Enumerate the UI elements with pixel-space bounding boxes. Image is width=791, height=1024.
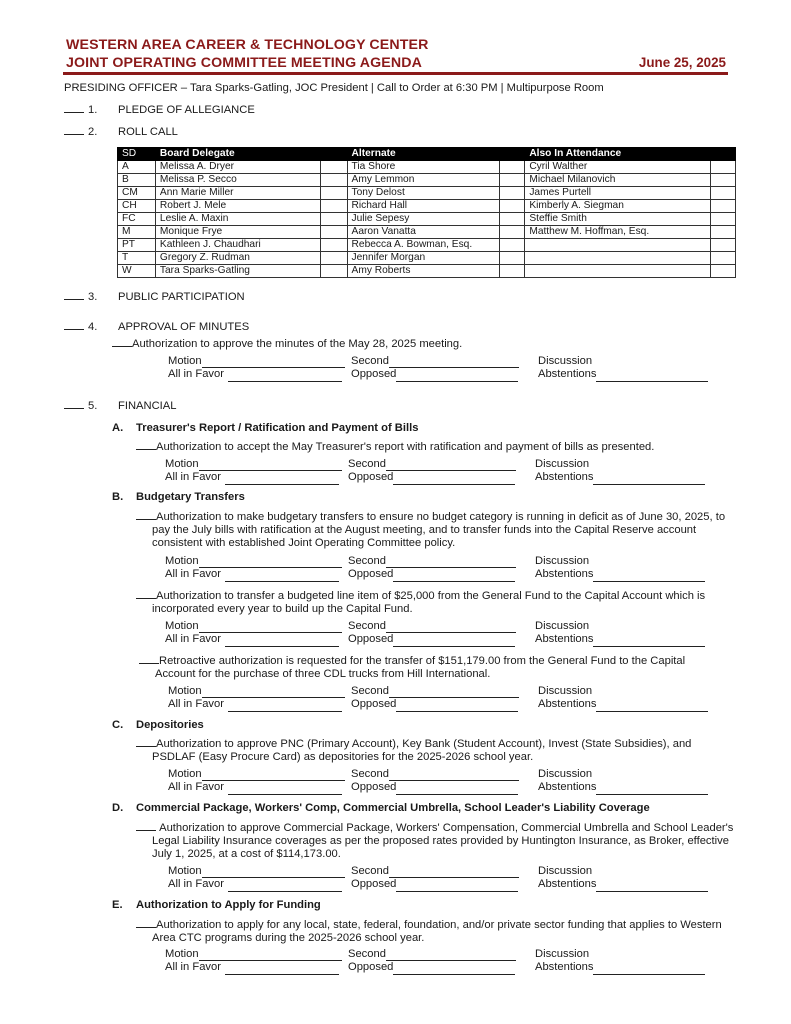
alternate-name: Rebecca A. Bowman, Esq.	[347, 239, 500, 252]
delegate-present-check[interactable]	[320, 239, 347, 252]
section-title: Budgetary Transfers	[136, 491, 245, 503]
alternate-present-check[interactable]	[500, 174, 525, 187]
header-sd: SD	[118, 148, 156, 161]
sd-cell: FC	[118, 213, 156, 226]
document-title: JOINT OPERATING COMMITTEE MEETING AGENDA	[66, 55, 422, 70]
second-label: Second	[348, 620, 386, 632]
motion-minutes	[112, 337, 732, 351]
motion-entry-line[interactable]	[202, 770, 345, 781]
checkoff-blank[interactable]	[64, 125, 84, 135]
second-label: Second	[351, 865, 389, 877]
opposed-label: Opposed	[351, 698, 397, 711]
checkoff-blank[interactable]	[64, 103, 84, 113]
motion-b2	[136, 589, 736, 616]
header-check	[320, 148, 347, 161]
alternate-present-check[interactable]	[500, 226, 525, 239]
all-in-favor-entry-line[interactable]	[225, 474, 339, 485]
item-title: PLEDGE OF ALLEGIANCE	[118, 104, 255, 116]
section-e-heading	[112, 899, 321, 911]
second-label: Second	[351, 355, 389, 367]
all-in-favor-label: All in Favor	[168, 698, 224, 711]
second-entry-line[interactable]	[389, 357, 519, 368]
sd-cell: A	[118, 161, 156, 174]
header-also-in-attendance: Also In Attendance	[525, 148, 711, 161]
item-number: 2.	[88, 126, 98, 138]
roll-call-row	[118, 161, 736, 174]
item-number: 5.	[88, 400, 98, 412]
abstentions-label: Abstentions	[535, 568, 594, 581]
attendee-present-check[interactable]	[711, 200, 736, 213]
abstentions-label: Abstentions	[538, 698, 597, 711]
alternate-name: Julie Sepesy	[347, 213, 500, 226]
attendee-name: Steffie Smith	[525, 213, 711, 226]
abstentions-entry-line[interactable]	[593, 636, 705, 647]
opposed-label: Opposed	[348, 471, 394, 484]
second-entry-line[interactable]	[386, 950, 516, 961]
roll-call-row	[118, 213, 736, 226]
motion-text: Authorization to transfer a budgeted line item of $25,000 from the General Fund to the Capital Account which is incorporated every year to build up the Capital Fund.	[152, 590, 706, 615]
header-divider	[63, 72, 728, 75]
alternate-name: Richard Hall	[347, 200, 500, 213]
vote-block	[168, 768, 718, 795]
attendee-present-check[interactable]	[711, 161, 736, 174]
vote-block	[168, 355, 718, 382]
motion-text: Authorization to approve PNC (Primary Account), Key Bank (Student Account), Invest (State Subsidies), and PSDLAF (Easy Procure Card) as depositories for the 2025-2026 school year.	[152, 738, 692, 763]
org-name: WESTERN AREA CAREER & TECHNOLOGY CENTER	[66, 37, 429, 52]
vote-block	[165, 620, 715, 647]
discussion-label: Discussion	[535, 458, 590, 470]
roll-call-row	[118, 252, 736, 265]
delegate-name: Kathleen J. Chaudhari	[155, 239, 320, 252]
all-in-favor-entry-line[interactable]	[228, 881, 342, 892]
motion-b1	[136, 510, 732, 550]
motion-entry-line[interactable]	[199, 460, 342, 471]
alternate-present-check[interactable]	[500, 265, 525, 278]
item-title: FINANCIAL	[118, 400, 177, 412]
delegate-name: Monique Frye	[155, 226, 320, 239]
delegate-present-check[interactable]	[320, 226, 347, 239]
all-in-favor-label: All in Favor	[165, 471, 221, 484]
all-in-favor-label: All in Favor	[165, 568, 221, 581]
sd-cell: M	[118, 226, 156, 239]
roll-call-row	[118, 239, 736, 252]
opposed-label: Opposed	[348, 633, 394, 646]
motion-text: Authorization to make budgetary transfers to ensure no budget category is running in deficit as of June 30, 2025, to pay the July bills with ratification at the August meeting, and to transfer funds into the Capital Reserve account consistent with established Joint Operating Committee policy.	[152, 511, 726, 549]
delegate-present-check[interactable]	[320, 213, 347, 226]
motion-entry-line[interactable]	[202, 867, 345, 878]
checkoff-blank[interactable]	[64, 399, 84, 409]
header-check	[500, 148, 525, 161]
abstentions-entry-line[interactable]	[593, 474, 705, 485]
checkoff-blank[interactable]	[136, 589, 156, 599]
attendee-name	[525, 265, 711, 278]
attendee-present-check[interactable]	[711, 174, 736, 187]
opposed-label: Opposed	[351, 781, 397, 794]
section-letter: E.	[112, 899, 123, 911]
agenda-item-5	[64, 399, 176, 412]
header-alternate: Alternate	[347, 148, 500, 161]
alternate-present-check[interactable]	[500, 187, 525, 200]
delegate-name: Robert J. Mele	[155, 200, 320, 213]
abstentions-label: Abstentions	[538, 368, 597, 381]
alternate-present-check[interactable]	[500, 200, 525, 213]
checkoff-blank[interactable]	[136, 510, 156, 520]
second-label: Second	[348, 555, 386, 567]
all-in-favor-label: All in Favor	[168, 781, 224, 794]
motion-label: Motion	[168, 685, 202, 697]
alternate-name: Jennifer Morgan	[347, 252, 500, 265]
section-letter: C.	[112, 719, 124, 731]
motion-label: Motion	[168, 768, 202, 780]
motion-entry-line[interactable]	[199, 557, 342, 568]
motion-text: Authorization to apply for any local, state, federal, foundation, and/or private sector funding that applies to Western Area CTC programs during the 2025-2026 school year.	[152, 919, 722, 944]
attendee-present-check[interactable]	[711, 252, 736, 265]
sd-cell: CM	[118, 187, 156, 200]
agenda-item-3	[64, 290, 245, 303]
roll-call-row	[118, 226, 736, 239]
vote-block	[168, 685, 718, 712]
attendee-name: Michael Milanovich	[525, 174, 711, 187]
checkoff-blank[interactable]	[136, 440, 156, 450]
roll-call-row	[118, 174, 736, 187]
checkoff-blank[interactable]	[112, 337, 132, 347]
attendee-present-check[interactable]	[711, 265, 736, 278]
delegate-name: Gregory Z. Rudman	[155, 252, 320, 265]
discussion-label: Discussion	[538, 685, 593, 697]
opposed-entry-line[interactable]	[393, 474, 515, 485]
delegate-present-check[interactable]	[320, 200, 347, 213]
section-letter: D.	[112, 802, 124, 814]
delegate-present-check[interactable]	[320, 265, 347, 278]
motion-label: Motion	[168, 355, 202, 367]
motion-label: Motion	[165, 555, 199, 567]
all-in-favor-entry-line[interactable]	[228, 701, 342, 712]
motion-e1	[136, 918, 726, 945]
attendee-name: Matthew M. Hoffman, Esq.	[525, 226, 711, 239]
checkoff-blank[interactable]	[64, 290, 84, 300]
alternate-present-check[interactable]	[500, 161, 525, 174]
motion-entry-line[interactable]	[199, 622, 342, 633]
all-in-favor-label: All in Favor	[165, 961, 221, 974]
alternate-name: Amy Roberts	[347, 265, 500, 278]
attendee-present-check[interactable]	[711, 239, 736, 252]
motion-b3	[139, 654, 719, 681]
opposed-label: Opposed	[348, 961, 394, 974]
agenda-item-4	[64, 320, 249, 333]
alternate-present-check[interactable]	[500, 213, 525, 226]
discussion-label: Discussion	[535, 948, 590, 960]
opposed-entry-line[interactable]	[393, 636, 515, 647]
item-title: APPROVAL OF MINUTES	[118, 321, 250, 333]
discussion-label: Discussion	[538, 768, 593, 780]
second-entry-line[interactable]	[389, 687, 519, 698]
presiding-officer-line: PRESIDING OFFICER – Tara Sparks-Gatling, JOC President | Call to Order at 6:30 PM | Multipurpose Room	[64, 82, 604, 94]
attendee-name	[525, 239, 711, 252]
opposed-entry-line[interactable]	[396, 784, 518, 795]
attendee-name	[525, 252, 711, 265]
delegate-present-check[interactable]	[320, 161, 347, 174]
delegate-name: Tara Sparks-Gatling	[155, 265, 320, 278]
all-in-favor-entry-line[interactable]	[228, 784, 342, 795]
opposed-label: Opposed	[351, 368, 397, 381]
motion-entry-line[interactable]	[202, 687, 345, 698]
second-entry-line[interactable]	[389, 770, 519, 781]
discussion-label: Discussion	[535, 620, 590, 632]
delegate-present-check[interactable]	[320, 252, 347, 265]
meeting-date: June 25, 2025	[638, 55, 726, 70]
abstentions-entry-line[interactable]	[596, 701, 708, 712]
abstentions-entry-line[interactable]	[593, 571, 705, 582]
abstentions-entry-line[interactable]	[596, 784, 708, 795]
all-in-favor-label: All in Favor	[168, 878, 224, 891]
motion-text: Authorization to approve Commercial Package, Workers' Compensation, Commercial Umbrella and School Leader's Legal Liability Insurance coverages as per the proposed rates provided by Huntington Insurance, as Broker, effective July 1, 2025, at a cost of $114,173.00.	[152, 822, 734, 860]
opposed-entry-line[interactable]	[396, 371, 518, 382]
roll-call-table	[117, 147, 736, 278]
item-title: ROLL CALL	[118, 126, 178, 138]
motion-label: Motion	[165, 948, 199, 960]
checkoff-blank[interactable]	[136, 821, 156, 831]
all-in-favor-entry-line[interactable]	[228, 371, 342, 382]
section-c-heading	[112, 719, 204, 731]
second-label: Second	[348, 948, 386, 960]
motion-text: Authorization to accept the May Treasurer's report with ratification and payment of bills as presented.	[156, 441, 655, 453]
header-board-delegate: Board Delegate	[155, 148, 320, 161]
opposed-entry-line[interactable]	[393, 964, 515, 975]
motion-entry-line[interactable]	[202, 357, 345, 368]
abstentions-label: Abstentions	[535, 961, 594, 974]
attendee-name: Cyril Walther	[525, 161, 711, 174]
agenda-item-1	[64, 103, 255, 116]
vote-block	[165, 458, 715, 485]
sd-cell: CH	[118, 200, 156, 213]
attendee-name: James Purtell	[525, 187, 711, 200]
opposed-label: Opposed	[348, 568, 394, 581]
attendee-present-check[interactable]	[711, 226, 736, 239]
checkoff-blank[interactable]	[136, 918, 156, 928]
alternate-name: Amy Lemmon	[347, 174, 500, 187]
item-title: PUBLIC PARTICIPATION	[118, 291, 245, 303]
section-title: Depositories	[136, 719, 204, 731]
abstentions-entry-line[interactable]	[593, 964, 705, 975]
delegate-name: Melissa A. Dryer	[155, 161, 320, 174]
all-in-favor-entry-line[interactable]	[225, 636, 339, 647]
abstentions-label: Abstentions	[538, 878, 597, 891]
second-entry-line[interactable]	[386, 460, 516, 471]
agenda-item-2	[64, 125, 178, 138]
header-check	[711, 148, 736, 161]
section-title: Treasurer's Report / Ratification and Payment of Bills	[136, 422, 419, 434]
second-label: Second	[351, 685, 389, 697]
section-a-heading	[112, 422, 418, 434]
delegate-present-check[interactable]	[320, 187, 347, 200]
all-in-favor-label: All in Favor	[168, 368, 224, 381]
abstentions-entry-line[interactable]	[596, 881, 708, 892]
opposed-entry-line[interactable]	[396, 881, 518, 892]
roll-call-row	[118, 187, 736, 200]
second-label: Second	[348, 458, 386, 470]
vote-block	[165, 555, 715, 582]
alternate-present-check[interactable]	[500, 239, 525, 252]
alternate-name: Aaron Vanatta	[347, 226, 500, 239]
section-title: Authorization to Apply for Funding	[136, 899, 321, 911]
second-label: Second	[351, 768, 389, 780]
checkoff-blank[interactable]	[64, 320, 84, 330]
motion-text: Retroactive authorization is requested for the transfer of $151,179.00 from the General Fund to the Capital Account for the purchase of three CDL trucks from Hill International.	[155, 655, 686, 680]
motion-label: Motion	[165, 620, 199, 632]
delegate-present-check[interactable]	[320, 174, 347, 187]
attendee-present-check[interactable]	[711, 187, 736, 200]
all-in-favor-entry-line[interactable]	[225, 964, 339, 975]
sd-cell: W	[118, 265, 156, 278]
vote-block	[168, 865, 718, 892]
all-in-favor-entry-line[interactable]	[225, 571, 339, 582]
discussion-label: Discussion	[538, 865, 593, 877]
alternate-name: Tia Shore	[347, 161, 500, 174]
motion-d1	[136, 821, 736, 861]
checkoff-blank[interactable]	[139, 654, 159, 664]
opposed-entry-line[interactable]	[393, 571, 515, 582]
sd-cell: T	[118, 252, 156, 265]
item-number: 1.	[88, 104, 98, 116]
abstentions-entry-line[interactable]	[596, 371, 708, 382]
motion-label: Motion	[168, 865, 202, 877]
alternate-present-check[interactable]	[500, 252, 525, 265]
section-title: Commercial Package, Workers' Comp, Commercial Umbrella, School Leader's Liability Coverage	[136, 802, 650, 814]
motion-c1	[136, 737, 726, 764]
abstentions-label: Abstentions	[535, 633, 594, 646]
delegate-name: Leslie A. Maxin	[155, 213, 320, 226]
second-entry-line[interactable]	[389, 867, 519, 878]
opposed-label: Opposed	[351, 878, 397, 891]
motion-entry-line[interactable]	[199, 950, 342, 961]
roll-call-header-row	[118, 148, 736, 161]
item-number: 3.	[88, 291, 98, 303]
discussion-label: Discussion	[535, 555, 590, 567]
section-d-heading	[112, 802, 650, 814]
delegate-name: Melissa P. Secco	[155, 174, 320, 187]
attendee-present-check[interactable]	[711, 213, 736, 226]
opposed-entry-line[interactable]	[396, 701, 518, 712]
second-entry-line[interactable]	[386, 622, 516, 633]
vote-block	[165, 948, 715, 975]
delegate-name: Ann Marie Miller	[155, 187, 320, 200]
discussion-label: Discussion	[538, 355, 593, 367]
motion-a1	[136, 440, 736, 454]
checkoff-blank[interactable]	[136, 737, 156, 747]
sd-cell: PT	[118, 239, 156, 252]
all-in-favor-label: All in Favor	[165, 633, 221, 646]
abstentions-label: Abstentions	[535, 471, 594, 484]
motion-text: Authorization to approve the minutes of the May 28, 2025 meeting.	[132, 338, 463, 350]
section-letter: A.	[112, 422, 124, 434]
section-letter: B.	[112, 491, 124, 503]
section-b-heading	[112, 491, 245, 503]
attendee-name: Kimberly A. Siegman	[525, 200, 711, 213]
second-entry-line[interactable]	[386, 557, 516, 568]
abstentions-label: Abstentions	[538, 781, 597, 794]
sd-cell: B	[118, 174, 156, 187]
alternate-name: Tony Delost	[347, 187, 500, 200]
roll-call-row	[118, 265, 736, 278]
item-number: 4.	[88, 321, 98, 333]
roll-call-row	[118, 200, 736, 213]
motion-label: Motion	[165, 458, 199, 470]
